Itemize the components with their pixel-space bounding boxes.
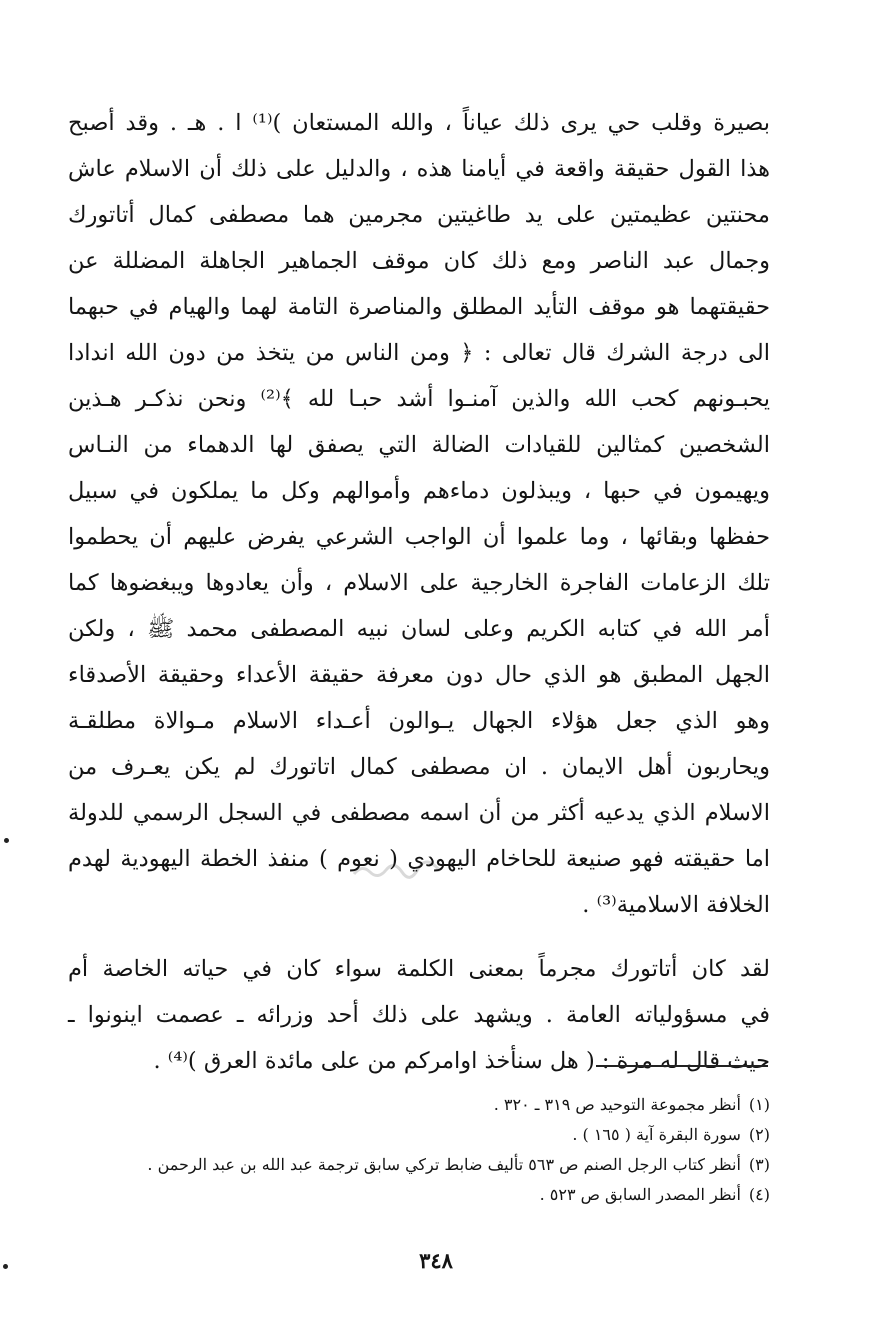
text-line: وهو الذي جعل هؤلاء الجهال يـوالون أعـداء الاسلام مـوالاة مطلقـة	[68, 708, 770, 734]
footnote-item	[40, 1150, 770, 1180]
text-line: الخلافة الاسلامية⁽³⁾ .	[582, 892, 770, 918]
footnote-text: أنظر المصدر السابق ص ٥٢٣ .	[539, 1185, 741, 1204]
footnote-text: أنظر كتاب الرجل الصنم ص ٥٦٣ تأليف ضابط تركي سابق ترجمة عبد الله بن عبد الرحمن .	[147, 1155, 741, 1174]
text-line: يحبـونهم كحب الله والذين آمنـوا أشد حبـا لله ﴾⁽²⁾ ونحن نذكـر هـذين	[68, 386, 770, 412]
footnote-divider	[596, 1065, 768, 1067]
text-line: تلك الزعامات الفاجرة الخارجية على الاسلام ، وأن يعادوها ويبغضوها كما	[68, 570, 770, 596]
text-line: ويحاربون أهل الايمان . ان مصطفى كمال اتاتورك لم يكن يعـرف من	[68, 754, 770, 780]
text-line: اما حقيقته فهو صنيعة للحاخام اليهودي ( نعوم ) منفذ الخطة اليهودية لهدم	[68, 846, 770, 872]
paragraph-1	[68, 100, 770, 928]
text-line: الاسلام الذي يدعيه أكثر من أن اسمه مصطفى في السجل الرسمي للدولة	[68, 800, 770, 826]
footnote-item	[40, 1120, 770, 1150]
footnote-number: (١)	[748, 1095, 770, 1114]
main-text	[68, 100, 770, 1084]
text-line: في مسؤولياته العامة . ويشهد على ذلك أحد وزرائه ـ عصمت اينونوا ـ	[68, 1002, 770, 1028]
scan-speck	[4, 838, 9, 843]
paragraph-2	[68, 946, 770, 1084]
scan-speck	[3, 1264, 8, 1269]
footnote-item	[40, 1180, 770, 1210]
text-line: ويهيمون في حبها ، ويبذلون دماءهم وأموالهم وكل ما يملكون في سبيل	[68, 478, 770, 504]
faint-stamp-mark	[352, 860, 442, 880]
footnote-number: (٢)	[748, 1125, 770, 1144]
footnote-text: أنظر مجموعة التوحيد ص ٣١٩ ـ ٣٢٠ .	[493, 1095, 741, 1114]
text-line: حفظها وبقائها ، وما علموا أن الواجب الشرعي يفرض عليهم أن يحطموا	[68, 524, 770, 550]
text-line: الجهل المطبق هو الذي حال دون معرفة حقيقة الأعداء وحقيقة الأصدقاء	[68, 662, 770, 688]
text-line: هذا القول حقيقة واقعة في أيامنا هذه ، والدليل على ذلك أن الاسلام عاش	[68, 156, 770, 182]
text-line: محنتين عظيمتين على يد طاغيتين مجرمين هما مصطفى كمال أتاتورك	[68, 202, 770, 228]
text-line: وجمال عبد الناصر ومع ذلك كان موقف الجماهير الجاهلة المضللة عن	[68, 248, 770, 274]
text-line: الى درجة الشرك قال تعالى : ﴿ ومن الناس من يتخذ من دون الله اندادا	[68, 340, 770, 366]
footnote-item	[40, 1090, 770, 1120]
text-line: أمر الله في كتابه الكريم وعلى لسان نبيه المصطفى محمد ﷺ ، ولكن	[68, 616, 770, 642]
text-line: بصيرة وقلب حي يرى ذلك عياناً ، والله المستعان )⁽¹⁾ ا . هـ . وقد أصبح	[68, 110, 770, 136]
text-line: حيث قال له مرة : ( هل سنأخذ اوامركم من على مائدة العرق )⁽⁴⁾ .	[153, 1048, 770, 1074]
footnote-text: سورة البقرة آية ( ١٦٥ ) .	[572, 1125, 741, 1144]
page-number: ٣٤٨	[419, 1248, 453, 1273]
text-line: حقيقتهما هو موقف التأيد المطلق والمناصرة التامة لهما والهيام في حبهما	[68, 294, 770, 320]
footnote-number: (٣)	[748, 1155, 770, 1174]
text-line: لقد كان أتاتورك مجرماً بمعنى الكلمة سواء كان في حياته الخاصة أم	[68, 956, 770, 982]
text-line: الشخصين كمثالين للقيادات الضالة التي يصفق لها الدهماء من النـاس	[68, 432, 770, 458]
footnote-number: (٤)	[748, 1185, 770, 1204]
footnotes	[40, 1090, 770, 1210]
